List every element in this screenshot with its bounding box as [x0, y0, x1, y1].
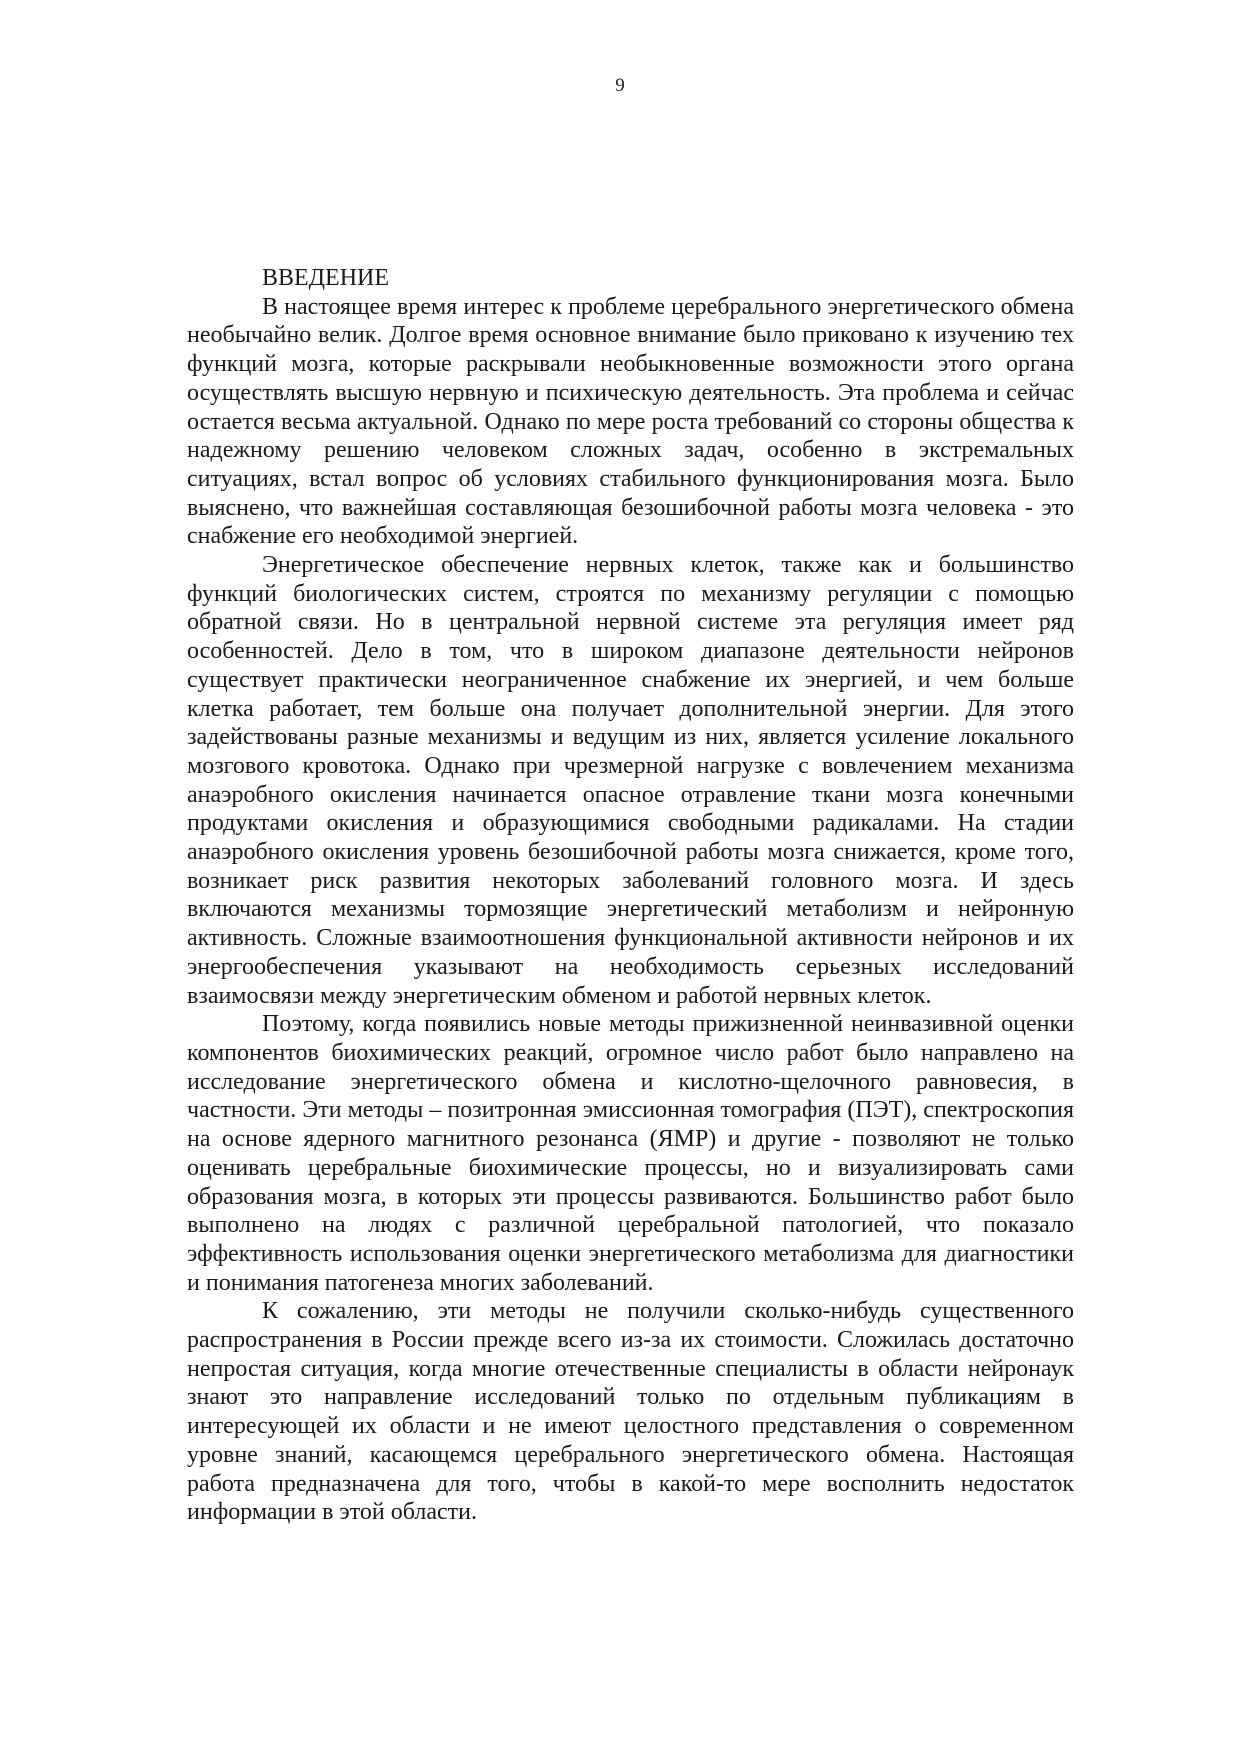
paragraph-4: К сожалению, эти методы не получили сколько-нибудь существенного распространения в России прежде всего из-за их стоимости. Сложилась достаточно непростая ситуация, когда многие отечественные специалисты в области нейронаук знают это направление исследований только по отдельным публикациям в интересующей их области и не имеют целостного представления о современном уровне знаний, касающемся церебрального энергетического обмена. Настоящая работа предназначена для того, чтобы в какой-то мере восполнить недостаток информации в этой области.: [187, 1298, 1074, 1526]
paragraph-3: Поэтому, когда появились новые методы прижизненной неинвазивной оценки компонентов биохимических реакций, огромное число работ было направлено на исследование энергетического обмена и кислотно-щелочного равновесия, в частности. Эти методы – позитронная эмиссионная томография (ПЭТ), спектроскопия на основе ядерного магнитного резонанса (ЯМР) и другие - позволяют не только оценивать церебральные биохимические процессы, но и визуализировать сами образования мозга, в которых эти процессы развиваются. Большинство работ было выполнено на людях с различной церебральной патологией, что показало эффективность использования оценки энергетического метаболизма для диагностики и понимания патогенеза многих заболеваний.: [187, 1011, 1074, 1296]
paragraph-1: В настоящее время интерес к проблеме церебрального энергетического обмена необычайно велик. Долгое время основное внимание было приковано к изучению тех функций мозга, которые раскрывали необыкновенные возможности этого органа осуществлять высшую нервную и психическую деятельность. Эта проблема и сейчас остается весьма актуальной. Однако по мере роста требований со стороны общества к надежному решению человеком сложных задач, особенно в экстремальных ситуациях, встал вопрос об условиях стабильного функционирования мозга. Было выяснено, что важнейшая составляющая безошибочной работы мозга человека - это снабжение его необходимой энергией.: [187, 293, 1074, 550]
page-number: 9: [615, 75, 625, 96]
document-body: [187, 264, 1074, 1527]
section-heading: ВВЕДЕНИЕ: [262, 265, 390, 291]
paragraph-2: Энергетическое обеспечение нервных клеток, также как и большинство функций биологических систем, строятся по механизму регуляции с помощью обратной связи. Но в центральной нервной системе эта регуляция имеет ряд особенностей. Дело в том, что в широком диапазоне деятельности нейронов существует практически неограниченное снабжение их энергией, и чем больше клетка работает, тем больше она получает дополнительной энергии. Для этого задействованы разные механизмы и ведущим из них, является усиление локального мозгового кровотока. Однако при чрезмерной нагрузке с вовлечением механизма анаэробного окисления начинается опасное отравление ткани мозга конечными продуктами окисления и образующимися свободными радикалами. На стадии анаэробного окисления уровень безошибочной работы мозга снижается, кроме того, возникает риск развития некоторых заболеваний головного мозга. И здесь включаются механизмы тормозящие энергетический метаболизм и нейронную активность. Сложные взаимоотношения функциональной активности нейронов и их энергообеспечения указывают на необходимость серьезных исследований взаимосвязи между энергетическим обменом и работой нервных клеток.: [187, 552, 1074, 1009]
